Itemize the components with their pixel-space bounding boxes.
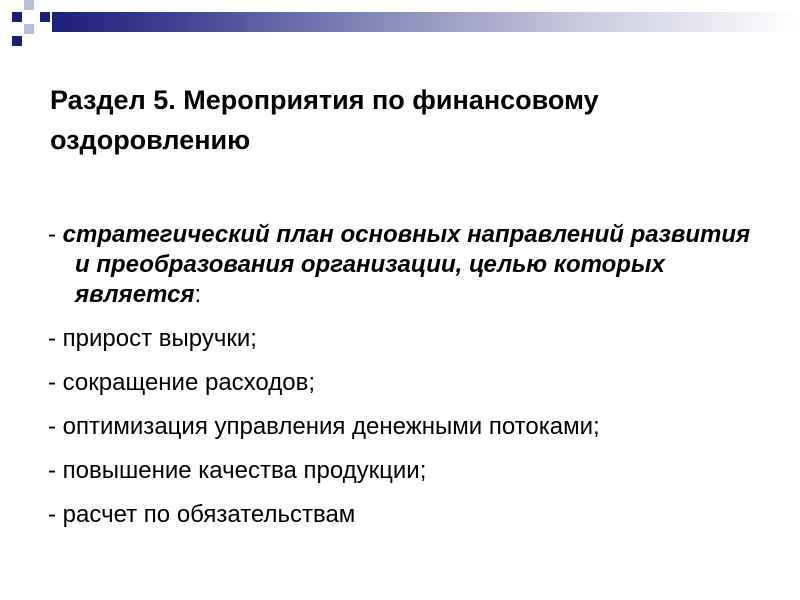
corner-square-dark-1 <box>12 12 22 22</box>
intro-suffix: : <box>194 281 202 308</box>
intro-emphasis: стратегический план основных направлений развития и преобразования организации, целью которых является <box>62 221 751 308</box>
list-item: - оптимизация управления денежными потоками; <box>48 413 600 440</box>
corner-square-light-2 <box>24 24 34 34</box>
intro-paragraph <box>48 220 768 310</box>
corner-square-dark-3 <box>12 36 22 46</box>
header-gradient-band <box>52 12 800 32</box>
intro-prefix: - <box>48 221 63 248</box>
slide-body <box>48 220 768 544</box>
corner-square-dark-2 <box>40 12 50 22</box>
list-item: - повышение качества продукции; <box>48 457 427 484</box>
list-item: - расчет по обязательствам <box>48 501 356 528</box>
slide-title: Раздел 5. Мероприятия по финансовому оздоровлению <box>50 85 599 155</box>
list-item: - прирост выручки; <box>48 325 257 352</box>
list-item: - сокращение расходов; <box>48 369 315 396</box>
corner-square-light-1 <box>24 0 34 10</box>
